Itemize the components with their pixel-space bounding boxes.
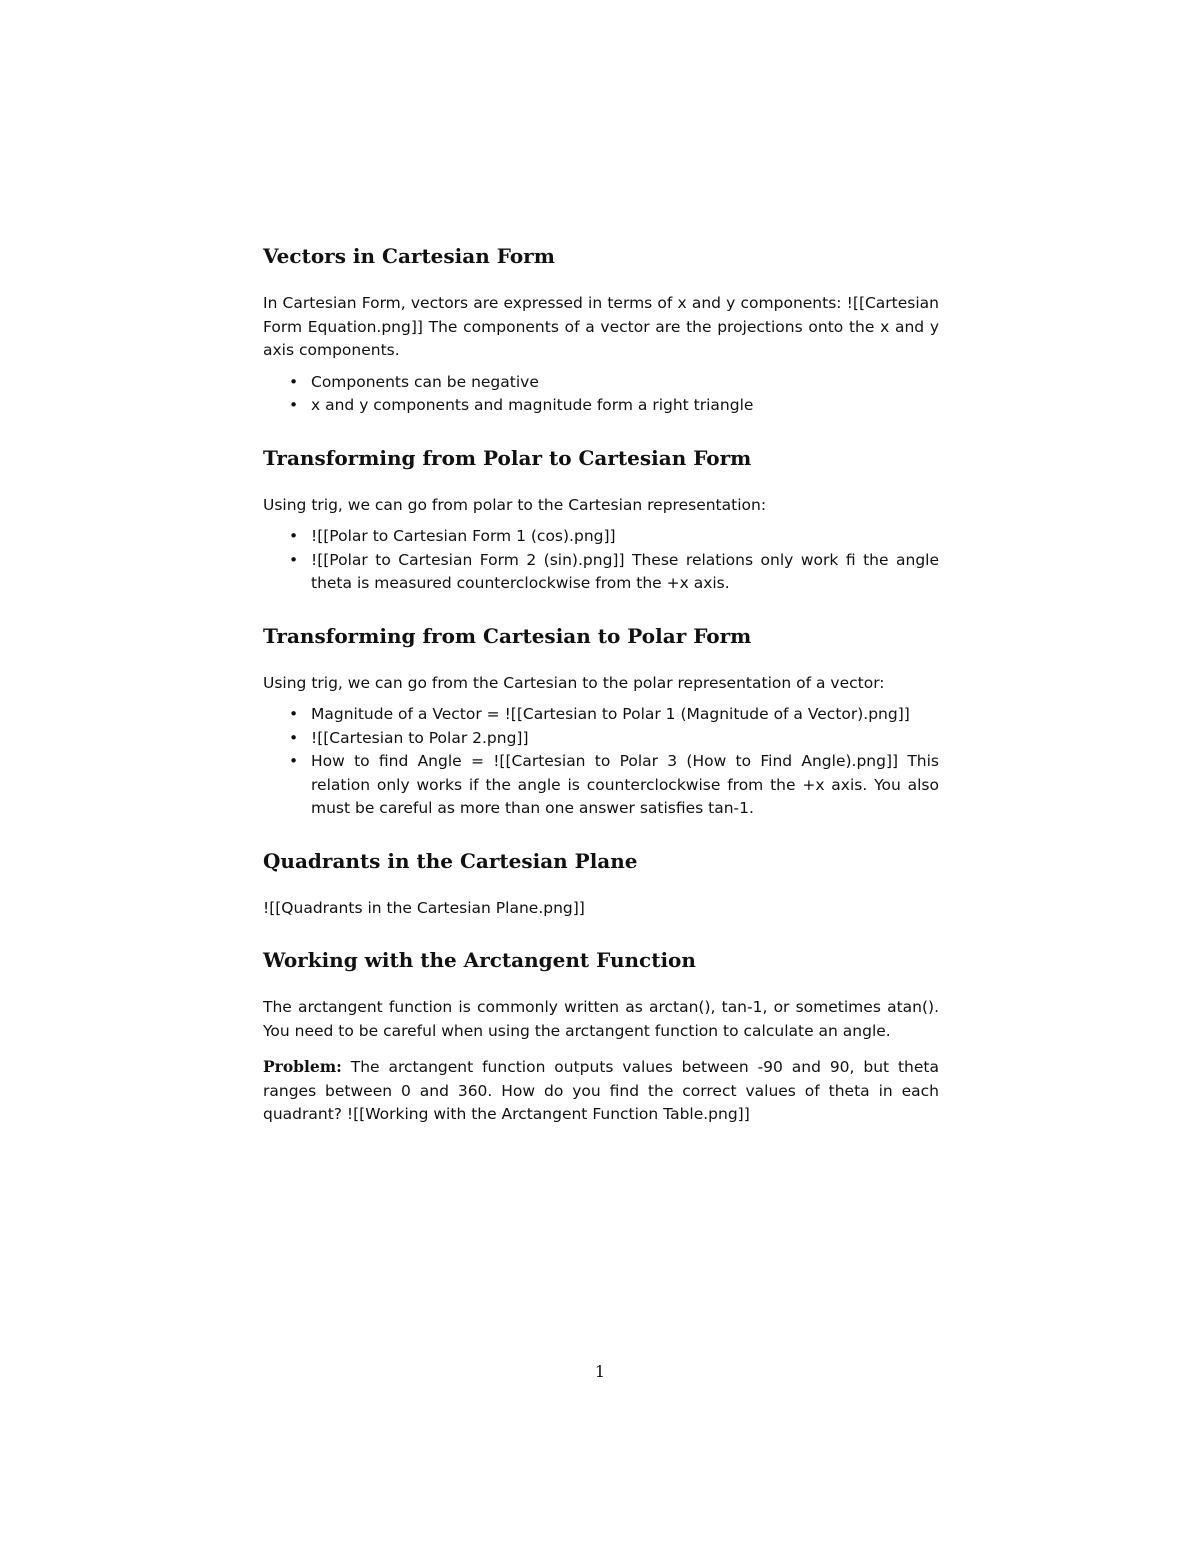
section-heading: Transforming from Cartesian to Polar Form: [263, 623, 752, 648]
problem-text: The arctangent function outputs values between -90 and 90, but theta ranges between 0 and 360. How do you find the correct values of theta in each quadrant? ![[Working with the Arctangent Function Table.png]]: [263, 1058, 939, 1123]
section-paragraph: Using trig, we can go from the Cartesian to the polar representation of a vector:: [263, 673, 885, 692]
bullet-icon: •: [289, 372, 299, 391]
section-arctangent: [263, 942, 939, 1127]
problem-paragraph: [263, 1055, 939, 1127]
bullet-list: [263, 525, 939, 596]
section-paragraph: ![[Quadrants in the Cartesian Plane.png]]: [263, 898, 585, 917]
section-heading: Transforming from Polar to Cartesian Form: [263, 445, 752, 470]
section-quadrants: [263, 843, 939, 921]
page-number: 1: [594, 1362, 606, 1381]
section-paragraph: Using trig, we can go from polar to the Cartesian representation:: [263, 495, 767, 514]
section-paragraph: In Cartesian Form, vectors are expressed in terms of x and y components: ![[Cartesian Form Equation.png]] The components of a vector are the projections onto the x and y axis components.: [263, 294, 939, 359]
bullet-list: [263, 371, 939, 418]
problem-label: Problem:: [263, 1057, 342, 1076]
list-item: • Magnitude of a Vector = ![[Cartesian to Polar 1 (Magnitude of a Vector).png]]: [311, 703, 939, 727]
list-item: • ![[Cartesian to Polar 2.png]]: [311, 727, 939, 751]
section-heading: Vectors in Cartesian Form: [263, 244, 555, 268]
list-item: • ![[Polar to Cartesian Form 1 (cos).png]]: [311, 525, 939, 549]
bullet-icon: •: [289, 752, 299, 770]
section-vectors-cartesian: [263, 238, 939, 418]
section-polar-to-cartesian: [263, 440, 939, 596]
list-item: • How to find Angle = ![[Cartesian to Polar 3 (How to Find Angle).png]] This relation only works if the angle is counterclockwise from the +x axis. You also must be careful as more than one answer satisfies tan-1.: [289, 752, 939, 817]
list-item: • Components can be negative: [311, 371, 939, 395]
section-cartesian-to-polar: [263, 618, 939, 821]
list-item: • ![[Polar to Cartesian Form 2 (sin).png]] These relations only work fi the angle theta is measured counterclockwise from the +x axis.: [289, 550, 939, 592]
bullet-icon: •: [289, 728, 299, 747]
bullet-icon: •: [289, 527, 299, 545]
section-heading: Quadrants in the Cartesian Plane: [263, 848, 638, 873]
document-body: [263, 238, 939, 1149]
bullet-list: [263, 703, 939, 821]
section-heading: Working with the Arctangent Function: [263, 948, 696, 972]
section-paragraph: The arctangent function is commonly written as arctan(), tan-1, or sometimes atan(). You need to be careful when using the arctangent function to calculate an angle.: [263, 998, 939, 1040]
bullet-icon: •: [289, 396, 299, 414]
list-item: • x and y components and magnitude form a right triangle: [311, 394, 939, 418]
bullet-icon: •: [289, 705, 299, 723]
bullet-icon: •: [289, 550, 299, 569]
